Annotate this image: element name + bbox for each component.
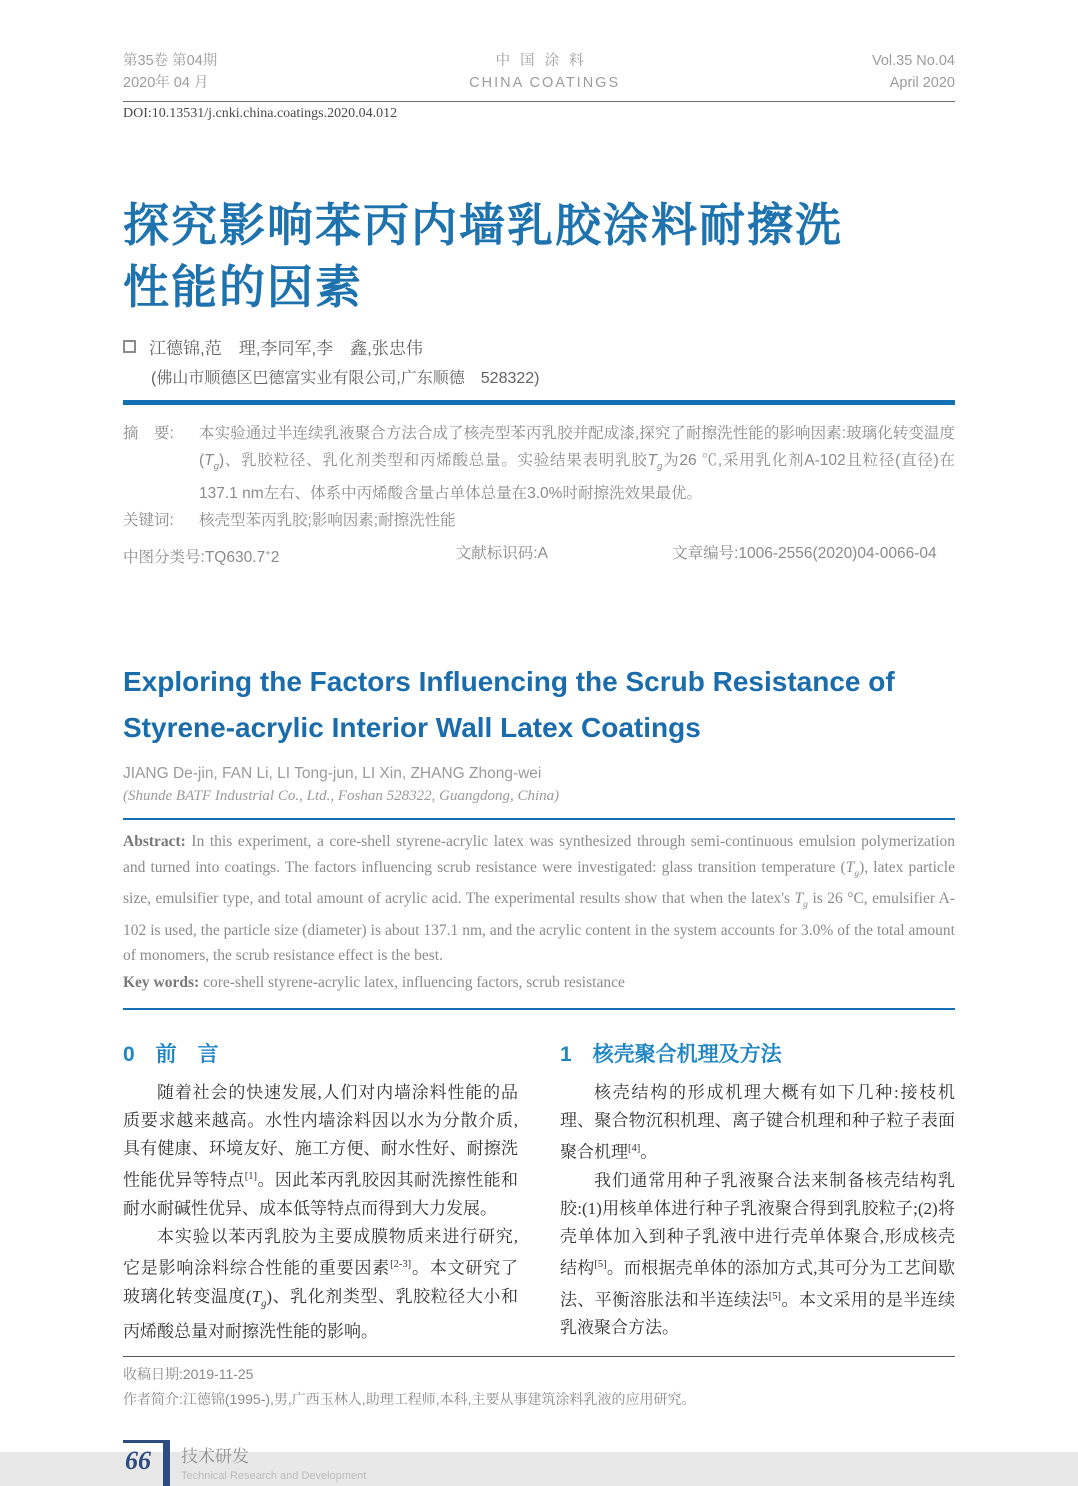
article-title-en xyxy=(123,659,955,751)
section-1-paragraph-2: 我们通常用种子乳液聚合法来制备核壳结构乳胶:(1)用核单体进行种子乳液聚合得到乳胶粒子;(2)将壳单体加入到种子乳液中进行壳单体聚合,形成核壳结构[5]。而根据壳单体的添加方式,其可分为工艺间歇法、平衡溶胀法和半连续法[5]。本文采用的是半连续乳液聚合方法。 xyxy=(560,1171,956,1338)
keywords-label-cn: 关键词: xyxy=(123,512,174,530)
section-heading-1: 1 核壳聚合机理及方法 xyxy=(560,1043,782,1067)
received-date: 收稿日期:2019-11-25 xyxy=(123,1366,254,1383)
issue-info-en xyxy=(872,50,955,94)
affiliation-cn: (佛山市顺德区巴德富实业有限公司,广东顺德 528322) xyxy=(151,370,540,387)
abstract-bottom-rule xyxy=(123,1008,955,1010)
date-en: April 2020 xyxy=(889,75,955,91)
abstract-en xyxy=(123,829,955,969)
title-en-line1: Exploring the Factors Influencing the Scrub Resistance of xyxy=(123,666,895,698)
abstract-label-cn: 摘 要: xyxy=(123,425,174,442)
clc-number xyxy=(123,540,456,571)
clc-value: TQ630.7+2 xyxy=(204,548,280,567)
author-bio: 作者简介:江德锦(1995-),男,广西玉林人,助理工程师,本科,主要从事建筑涂料乳液的应用研究。 xyxy=(123,1391,696,1408)
title-cn-line2: 性能的因素 xyxy=(123,261,363,313)
doi-text: DOI:10.13531/j.cnki.china.coatings.2020.04.012 xyxy=(123,106,398,121)
article-title-cn xyxy=(123,194,955,318)
section-0-paragraph-1: 随着社会的快速发展,人们对内墙涂料性能的品质要求越来越高。水性内墙涂料因以水为分散介质,具有健康、环境友好、施工方便、耐水性好、耐擦洗性能优异等特点[1]。因此苯丙乳胶因其耐洗擦性能和耐水耐碱性优异、成本低等特点而得到大力发展。 xyxy=(123,1083,519,1219)
footer-bar-icon xyxy=(163,1440,170,1486)
keywords-text-cn: 核壳型苯丙乳胶;影响因素;耐擦洗性能 xyxy=(199,512,456,530)
footnote-block xyxy=(123,1356,955,1412)
keywords-label-en: Key words: xyxy=(123,973,200,991)
document-code: 文献标识码:A xyxy=(455,545,548,563)
author-square-bullet-icon xyxy=(123,340,136,353)
journal-name xyxy=(469,50,620,94)
abstract-row-cn xyxy=(123,420,955,507)
abstract-block-cn xyxy=(123,420,955,571)
article-number: 文章编号:1006-2556(2020)04-0066-04 xyxy=(672,545,937,563)
keywords-row-cn xyxy=(123,507,955,534)
abstract-text-cn: 本实验通过半连续乳液聚合方法合成了核壳型苯丙乳胶并配成漆,探究了耐擦洗性能的影响因素:玻璃化转变温度$(T_g)$、乳胶粒径、乳化剂类型和丙烯酸总量。实验结果表明乳胶$T_g$为26 ℃,采用乳化剂A-102且粒径(直径)在137.1 nm左右、体系中丙烯酸含量占单体总量在3.0%时耐擦洗效果最优。 xyxy=(199,425,955,503)
abstract-text-en: In this experiment, a core-shell styrene-acrylic latex was synthesized through semi-continuous emulsion polymerization and turned into coatings. The factors influencing scrub resistance were investigated: glass transition temperature $(T_g)$, latex particle size, emulsifier type, and total amount of acrylic acid. The experimental results show that when the latex's $T_g$ is 26 °C, emulsifier A-102 is used, the particle size (diameter) is about 137.1 nm, and the acrylic content in the system accounts for 3.0% of the total amount of monomers, the scrub resistance effect is the best. xyxy=(123,833,955,965)
affiliation-en: (Shunde BATF Industrial Co., Ltd., Foshan 528322, Guangdong, China) xyxy=(123,788,560,805)
title-divider-rule xyxy=(123,400,955,405)
header-divider xyxy=(123,101,955,102)
date-cn: 2020年 04 月 xyxy=(123,75,209,91)
title-cn-line1: 探究影响苯丙内墙乳胶涂料耐擦洗 xyxy=(123,199,843,251)
footer-column-en: Technical Research and Development xyxy=(181,1470,367,1483)
section-1-paragraph-1: 核壳结构的形成机理大概有如下几种:接枝机理、聚合物沉积机理、离子键合机理和种子粒子表面聚合机理[4]。 xyxy=(560,1083,955,1163)
volume-issue-en: Vol.35 No.04 xyxy=(871,53,955,69)
section-heading-0: 0 前 言 xyxy=(123,1043,219,1067)
author-names-cn: 江德锦,范 理,李同军,李 鑫,张忠伟 xyxy=(149,339,423,358)
title-en-line2: Styrene-acrylic Interior Wall Latex Coatings xyxy=(123,712,701,744)
footer-column-title xyxy=(181,1440,366,1482)
abstract-top-rule xyxy=(123,818,955,820)
journal-header xyxy=(123,0,955,94)
abstract-label-en: Abstract: xyxy=(123,833,186,851)
page-footer xyxy=(123,1440,955,1486)
keywords-en xyxy=(123,970,955,996)
authors-row-cn xyxy=(123,334,955,359)
volume-issue-cn: 第35卷 第04期 xyxy=(123,53,218,69)
page-number: 66 xyxy=(125,1446,151,1476)
classification-row xyxy=(123,540,955,571)
journal-name-cn: 中国涂料 xyxy=(495,53,594,69)
keywords-text-en: core-shell styrene-acrylic latex, influencing factors, scrub resistance xyxy=(199,973,625,991)
journal-name-en: CHINA COATINGS xyxy=(469,75,621,91)
issue-info-cn xyxy=(123,50,217,94)
left-column xyxy=(123,1038,518,1346)
footer-column-cn: 技术研发 xyxy=(181,1447,249,1467)
right-column xyxy=(560,1038,955,1346)
clc-label: 中图分类号: xyxy=(123,549,205,567)
page-number-box xyxy=(123,1440,163,1476)
body-columns xyxy=(123,1038,955,1346)
author-names-en: JIANG De-jin, FAN Li, LI Tong-jun, LI Xin, ZHANG Zhong-wei xyxy=(123,765,542,783)
section-0-paragraph-2: 本实验以苯丙乳胶为主要成膜物质来进行研究,它是影响涂料综合性能的重要因素[2-3]。本文研究了玻璃化转变温度$(T_g)$、乳化剂类型、乳胶粒径大小和丙烯酸总量对耐擦洗性能的影响。 xyxy=(123,1227,519,1342)
